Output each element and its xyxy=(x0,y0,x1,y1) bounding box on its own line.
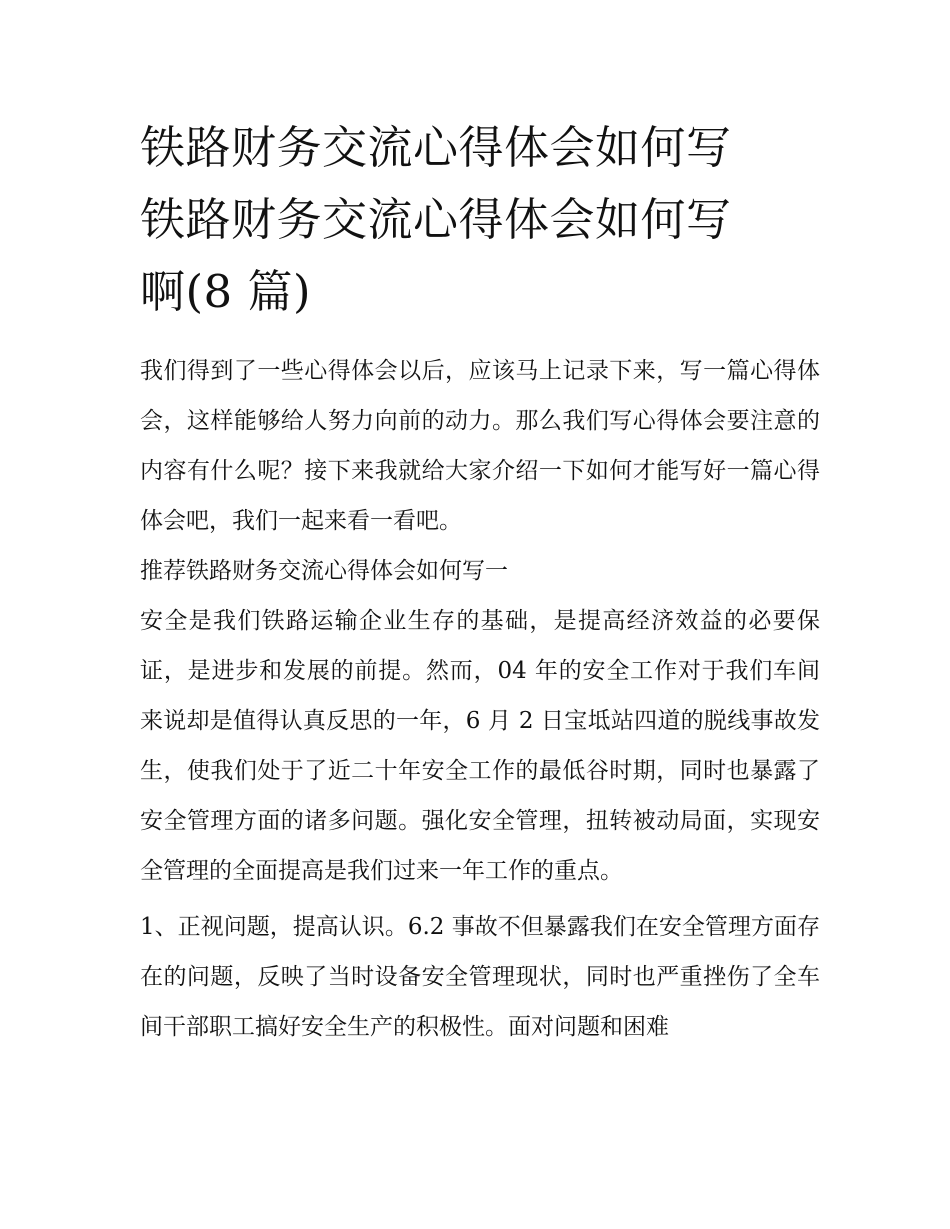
title-line: 啊(8 篇) xyxy=(140,265,312,318)
title-line: 铁路财务交流心得体会如何写 xyxy=(140,193,732,246)
title-line: 铁路财务交流心得体会如何写 xyxy=(140,121,732,174)
document-title xyxy=(140,112,820,328)
document-content xyxy=(140,112,820,1052)
body-paragraph: 安全是我们铁路运输企业生存的基础，是提高经济效益的必要保证，是进步和发展的前提。然而，04 年的安全工作对于我们车间来说却是值得认真反思的一年，6 月 2 日宝坻站四道的脱线事故发生，使我们处于了近二十年安全工作的最低谷时期，同时也暴露了安全管理方面的诸多问题。强化安全管理，扭转被动局面，实现安全管理的全面提高是我们过来一年工作的重点。 xyxy=(140,608,820,884)
intro-paragraph: 我们得到了一些心得体会以后，应该马上记录下来，写一篇心得体会，这样能够给人努力向前的动力。那么我们写心得体会要注意的内容有什么呢？接下来我就给大家介绍一下如何才能写好一篇心得体会吧，我们一起来看一看吧。 xyxy=(140,358,820,534)
document-body xyxy=(140,346,820,1052)
section-heading: 推荐铁路财务交流心得体会如何写一 xyxy=(140,558,508,584)
numbered-paragraph: 1、正视问题，提高认识。6.2 事故不但暴露我们在安全管理方面存在的问题，反映了当时设备安全管理现状，同时也严重挫伤了全车间干部职工搞好安全生产的积极性。面对问题和困难 xyxy=(140,914,820,1040)
